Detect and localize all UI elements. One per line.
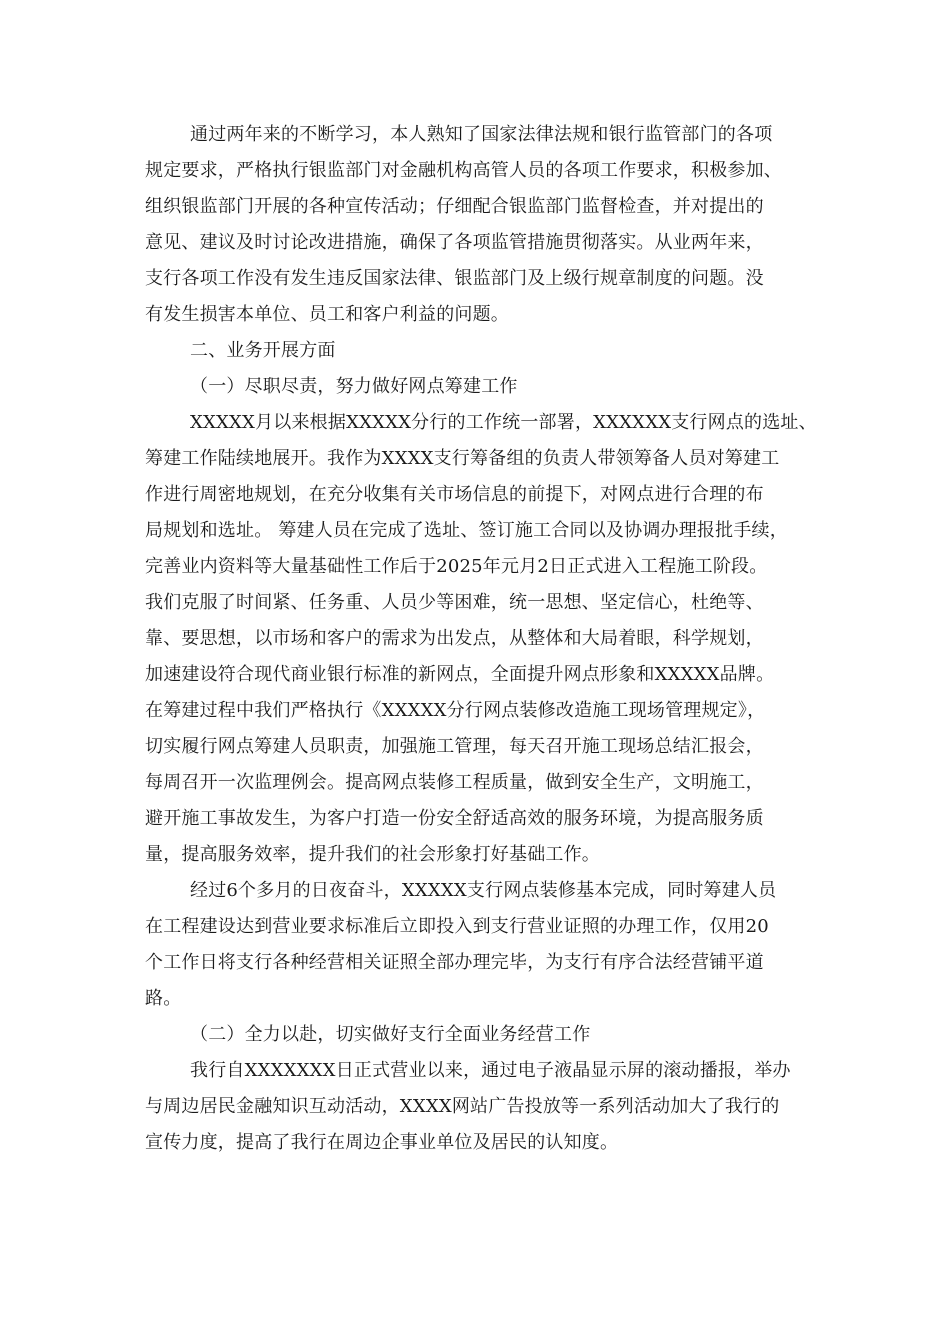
text-line: 避开施工事故发生，为客户打造一份安全舒适高效的服务环境，为提高服务质 [145,808,764,829]
text-line: 我们克服了时间紧、任务重、人员少等困难，统一思想、坚定信心，杜绝等、 [145,592,764,613]
text-line: 局规划和选址。 筹建人员在完成了选址、签订施工合同以及协调办理报批手续， [145,520,788,541]
text-line: 规定要求，严格执行银监部门对金融机构高管人员的各项工作要求，积极参加、 [145,160,782,181]
text-line: XXXXX月以来根据XXXXX分行的工作统一部署，XXXXXX支行网点的选址、 [190,412,817,433]
text-line: 有发生损害本单位、员工和客户利益的问题。 [145,304,509,325]
text-line: 作进行周密地规划，在充分收集有关市场信息的前提下，对网点进行合理的布 [145,484,764,505]
subsection-heading: （二）全力以赴，切实做好支行全面业务经营工作 [190,1024,591,1045]
section-heading: 二、业务开展方面 [190,340,336,361]
subsection-heading: （一）尽职尽责，努力做好网点筹建工作 [190,376,518,397]
text-line: 经过6个多月的日夜奋斗，XXXXX支行网点装修基本完成，同时筹建人员 [190,880,777,901]
text-line: 与周边居民金融知识互动活动，XXXX网站广告投放等一系列活动加大了我行的 [145,1096,780,1117]
text-line: 在工程建设达到营业要求标准后立即投入到支行营业证照的办理工作，仅用20 [145,916,769,937]
text-line: 量，提高服务效率，提升我们的社会形象打好基础工作。 [145,844,600,865]
text-line: 完善业内资料等大量基础性工作后于2025年元月2日正式进入工程施工阶段。 [145,556,768,577]
text-line: 意见、建议及时讨论改进措施，确保了各项监管措施贯彻落实。从业两年来， [145,232,764,253]
text-line: 筹建工作陆续地展开。我作为XXXX支行筹备组的负责人带领筹备人员对筹建工 [145,448,780,469]
text-line: 个工作日将支行各种经营相关证照全部办理完毕，为支行有序合法经营铺平道 [145,952,764,973]
text-line: 靠、要思想，以市场和客户的需求为出发点，从整体和大局着眼，科学规划， [145,628,764,649]
text-line: 在筹建过程中我们严格执行《XXXXX分行网点装修改造施工现场管理规定》， [145,700,766,721]
text-line: 加速建设符合现代商业银行标准的新网点，全面提升网点形象和XXXXX品牌。 [145,664,775,685]
text-line: 支行各项工作没有发生违反国家法律、银监部门及上级行规章制度的问题。没 [145,268,764,289]
text-line: 切实履行网点筹建人员职责，加强施工管理，每天召开施工现场总结汇报会， [145,736,764,757]
text-line: 组织银监部门开展的各种宣传活动；仔细配合银监部门监督检查，并对提出的 [145,196,764,217]
text-line: 路。 [145,988,182,1009]
text-line: 通过两年来的不断学习，本人熟知了国家法律法规和银行监管部门的各项 [190,124,773,145]
text-line: 宣传力度，提高了我行在周边企事业单位及居民的认知度。 [145,1132,619,1153]
text-line: 每周召开一次监理例会。提高网点装修工程质量，做到安全生产，文明施工， [145,772,764,793]
text-line: 我行自XXXXXXX日正式营业以来，通过电子液晶显示屏的滚动播报，举办 [190,1060,791,1081]
